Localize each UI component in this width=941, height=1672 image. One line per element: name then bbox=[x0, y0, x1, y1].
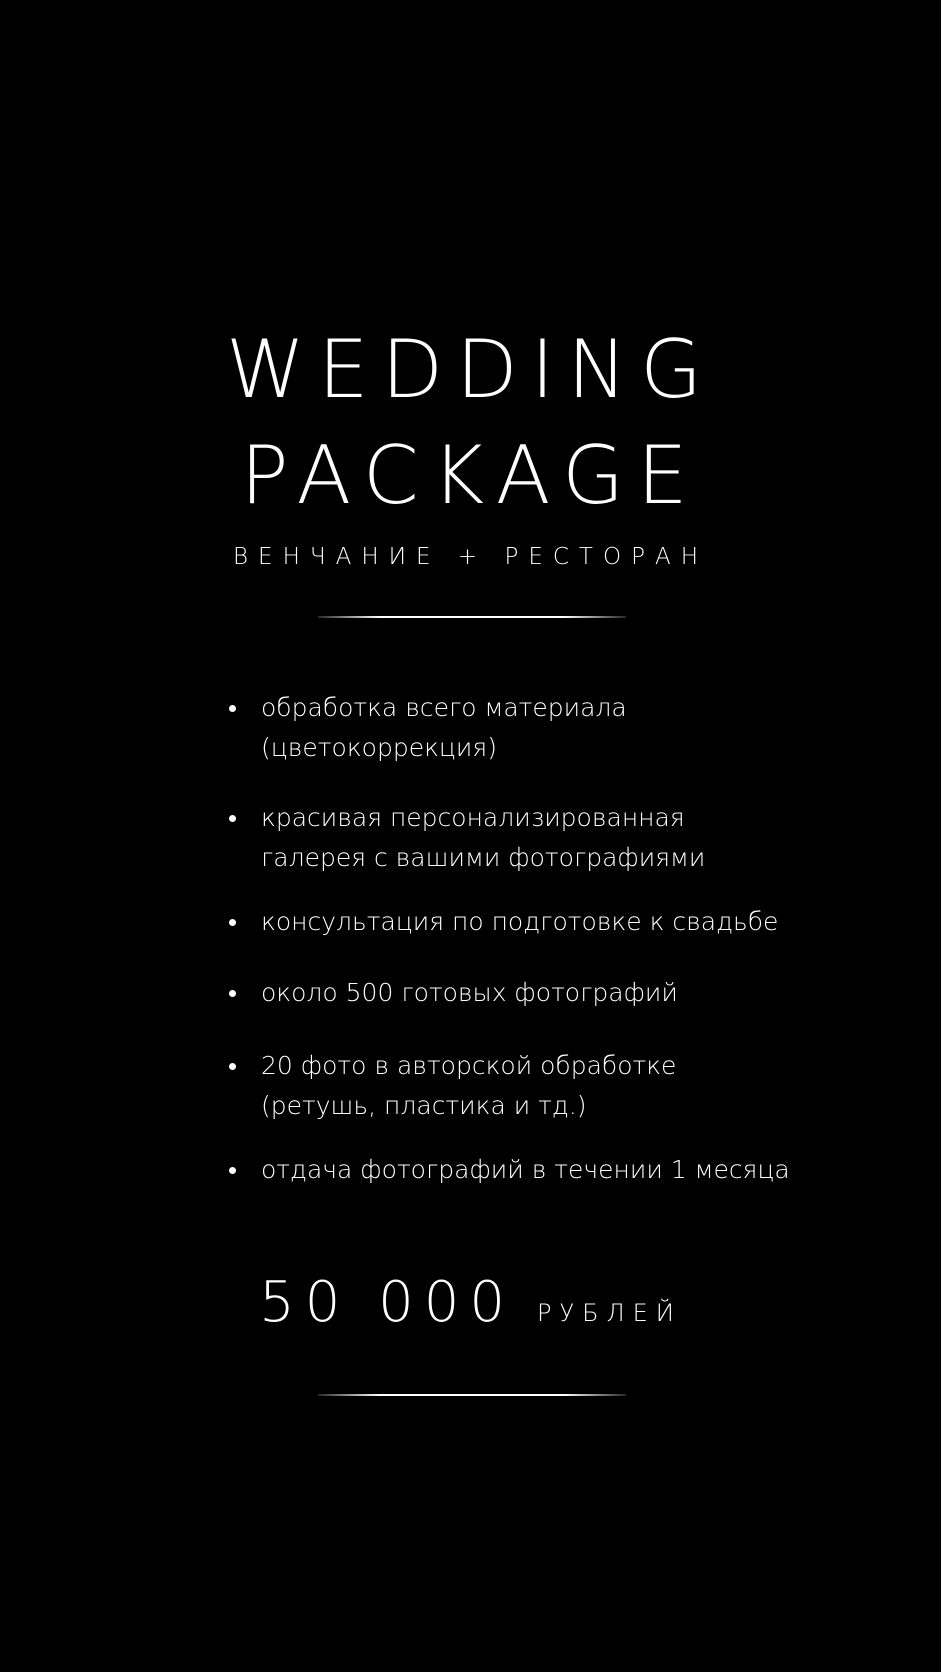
feature-text-line: около 500 готовых фотографий bbox=[261, 978, 678, 1007]
feature-item-photo-count bbox=[229, 973, 849, 1013]
bullet-icon bbox=[229, 705, 236, 712]
price bbox=[0, 1270, 941, 1335]
bullet-icon bbox=[229, 815, 236, 822]
bottom-divider bbox=[318, 1394, 626, 1396]
feature-item-processing bbox=[229, 688, 849, 768]
feature-text-line: отдача фотографий в течении 1 месяца bbox=[261, 1155, 790, 1184]
feature-item-delivery bbox=[229, 1150, 849, 1190]
bullet-icon bbox=[229, 990, 236, 997]
feature-text-line: обработка всего материала bbox=[261, 693, 627, 722]
top-divider bbox=[318, 616, 626, 618]
price-currency: РУБЛЕЙ bbox=[537, 1299, 682, 1327]
feature-item-consultation bbox=[229, 902, 849, 942]
feature-text-line: (ретушь, пластика и тд.) bbox=[261, 1091, 587, 1120]
feature-text-line: консультация по подготовке к свадьбе bbox=[261, 907, 779, 936]
title-line-package: PACKAGE bbox=[240, 429, 701, 522]
feature-item-gallery bbox=[229, 798, 849, 878]
feature-text-line: (цветокоррекция) bbox=[261, 733, 497, 762]
bullet-icon bbox=[229, 919, 236, 926]
bullet-icon bbox=[229, 1167, 236, 1174]
feature-text-line: 20 фото в авторской обработке bbox=[261, 1051, 677, 1080]
feature-item-retouch bbox=[229, 1046, 849, 1126]
title-line-wedding: WEDDING bbox=[225, 323, 716, 416]
package-subtitle: ВЕНЧАНИЕ + РЕСТОРАН bbox=[233, 544, 708, 570]
price-value: 50 000 bbox=[259, 1270, 516, 1335]
bullet-icon bbox=[229, 1063, 236, 1070]
feature-text-line: красивая персонализированная bbox=[261, 803, 685, 832]
feature-text-line: галерея с вашими фотографиями bbox=[261, 843, 706, 872]
